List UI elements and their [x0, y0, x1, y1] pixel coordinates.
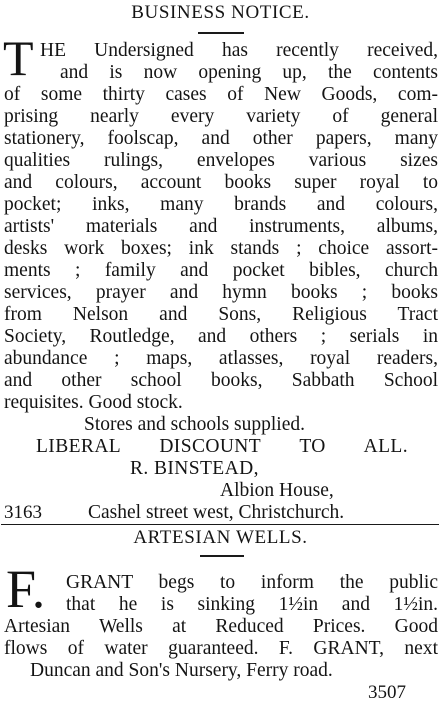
body-line: that he is sinking 1½in and 1½in.	[66, 594, 438, 615]
business-notice-heading: BUSINESS NOTICE.	[131, 2, 310, 23]
body-line: Artesian Wells at Reduced Prices. Good	[4, 616, 438, 637]
advertiser-name: R. BINSTEAD,	[130, 458, 259, 479]
body-line: and other school books, Sabbath School	[4, 370, 438, 391]
body-line: flows of water guaranteed. F. GRANT, next	[4, 638, 438, 659]
body-line: abundance ; maps, atlasses, royal readers,	[4, 348, 438, 369]
body-line: HE Undersigned has recently received,	[40, 40, 438, 61]
body-line: services, prayer and hymn books ; books	[4, 282, 438, 303]
body-line: and colours, account books super royal to	[4, 172, 438, 193]
body-line: prising nearly every variety of general	[4, 106, 438, 127]
advertiser-address: Cashel street west, Christchurch.	[88, 502, 345, 523]
body-line: stationery, foolscap, and other papers, many	[4, 128, 438, 149]
dropcap-f: F.	[6, 559, 46, 619]
body-line: Society, Routledge, and others ; serials in	[4, 326, 438, 347]
ad-reference-number: 3163	[4, 502, 42, 523]
ad-reference-number: 3507	[368, 682, 406, 703]
body-line: from Nelson and Sons, Religious Tract	[4, 304, 438, 325]
artesian-wells-heading: ARTESIAN WELLS.	[133, 527, 308, 548]
heading-rule	[198, 32, 244, 34]
body-line: requisites. Good stock.	[4, 392, 183, 413]
body-line: artists' materials and instruments, albums,	[4, 216, 438, 237]
body-line: and is now opening up, the contents	[60, 62, 438, 83]
heading-rule	[200, 555, 244, 557]
section-divider	[1, 524, 439, 525]
stores-line: Stores and schools supplied.	[84, 414, 305, 435]
discount-line: LIBERAL DISCOUNT TO ALL.	[36, 436, 408, 457]
body-line: of some thirty cases of New Goods, com-	[4, 84, 438, 105]
body-line: ments ; family and pocket bibles, church	[4, 260, 438, 281]
body-line: GRANT begs to inform the public	[66, 572, 438, 593]
body-line-last: Duncan and Son's Nursery, Ferry road.	[30, 660, 333, 681]
advertiser-house: Albion House,	[220, 480, 334, 501]
body-line: qualities rulings, envelopes various sizes	[4, 150, 438, 171]
body-line: pocket; inks, many brands and colours,	[4, 194, 438, 215]
dropcap-t: T	[3, 30, 34, 86]
body-line: desks work boxes; ink stands ; choice assort-	[4, 238, 438, 259]
